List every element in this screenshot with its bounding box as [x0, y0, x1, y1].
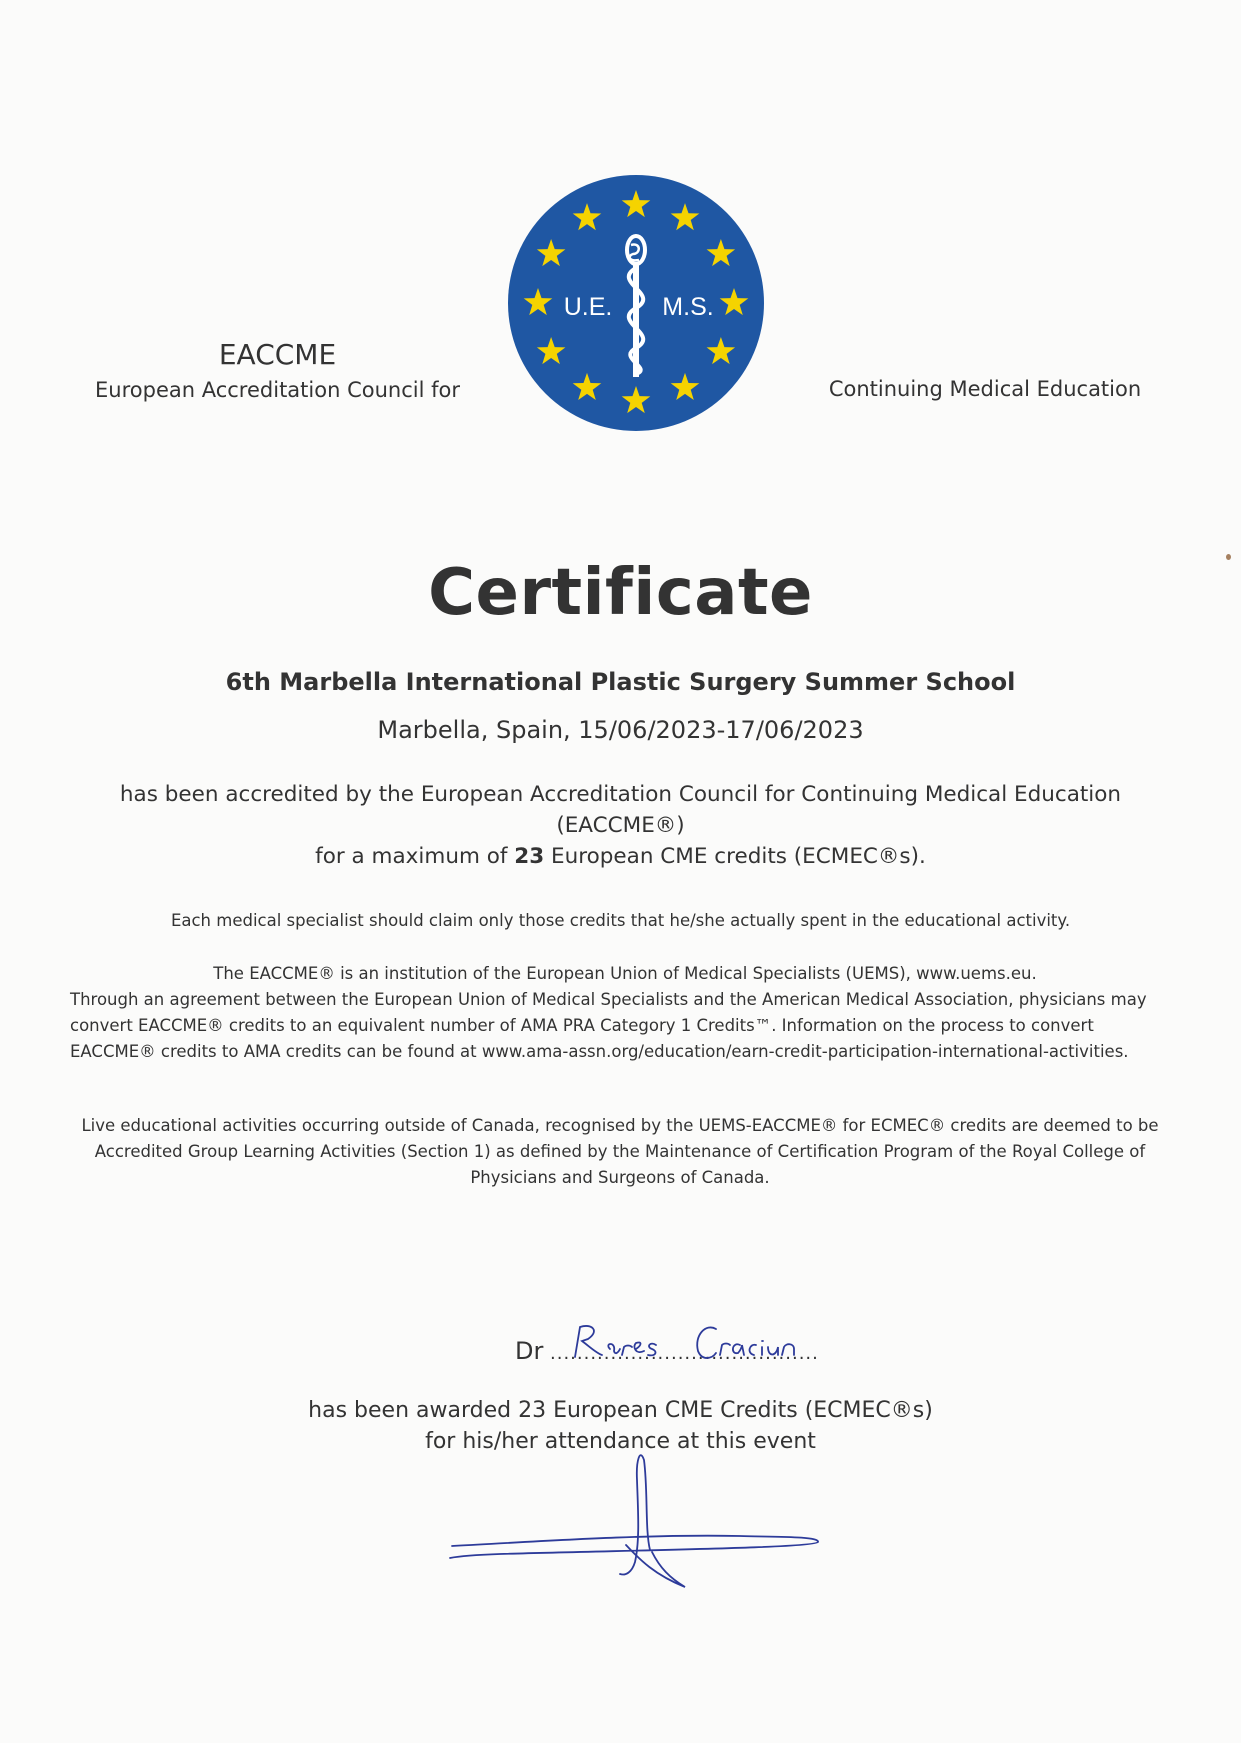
recipient-handwritten-name [570, 1315, 810, 1375]
org-name-right: Continuing Medical Education [828, 377, 1142, 401]
awarded-line-2: for his/her attendance at this event [425, 1429, 816, 1454]
logo-text-right: M.S. [662, 293, 714, 321]
claim-note: Each medical specialist should claim only those credits that he/she actually spent in the educational activity. [170, 911, 1071, 930]
org-abbreviation: EACCME [218, 338, 337, 371]
accreditation-prefix: for a maximum of [315, 844, 515, 869]
accreditation-suffix: European CME credits (ECMEC®s). [544, 844, 926, 869]
recipient-title: Dr [515, 1337, 544, 1365]
institution-paragraph [70, 961, 1180, 1065]
scan-speck [1226, 554, 1231, 560]
logo-text-left: U.E. [563, 293, 613, 321]
ama-agreement-text: Through an agreement between the European Union of Medical Specialists and the American Medical Association, physicians may convert EACCME® credits to an equivalent number of AMA PRA Category 1 Credits™. Information on the process to convert EACCME® credits to AMA credits can be found at www.ama-assn.org/education/earn-credit-participation-international-activities. [70, 990, 1147, 1061]
uems-logo [505, 172, 767, 434]
canada-recognition-paragraph: Live educational activities occurring outside of Canada, recognised by the UEMS-EACCME® for ECMEC® credits are deemed to be Accredited Group Learning Activities (Section 1) as defined by the Maintenance of Certification Program of the Royal College of Physicians and Surgeons of Canada. [81, 1116, 1159, 1187]
recipient-dotted-line: ........................................ [550, 1343, 819, 1364]
awarded-line-1: has been awarded 23 European CME Credits (ECMEC®s) [308, 1398, 933, 1423]
recipient-line [0, 1315, 1241, 1375]
org-name-left: European Accreditation Council for [95, 378, 460, 402]
max-credits: 23 [514, 844, 545, 869]
certificate-title: Certificate [428, 556, 813, 630]
accreditation-statement [60, 779, 1181, 872]
accreditation-line-2 [60, 841, 1181, 872]
event-name: 6th Marbella International Plastic Surgery Summer School [225, 668, 1016, 696]
awarded-statement [0, 1395, 1241, 1457]
accreditation-line-1: has been accredited by the European Accreditation Council for Continuing Medical Education (EACCME®) [119, 782, 1122, 838]
official-signature [440, 1450, 830, 1600]
institution-line: The EACCME® is an institution of the European Union of Medical Specialists (UEMS), www.uems.eu. [213, 964, 1037, 983]
event-place-dates: Marbella, Spain, 15/06/2023-17/06/2023 [377, 716, 864, 744]
